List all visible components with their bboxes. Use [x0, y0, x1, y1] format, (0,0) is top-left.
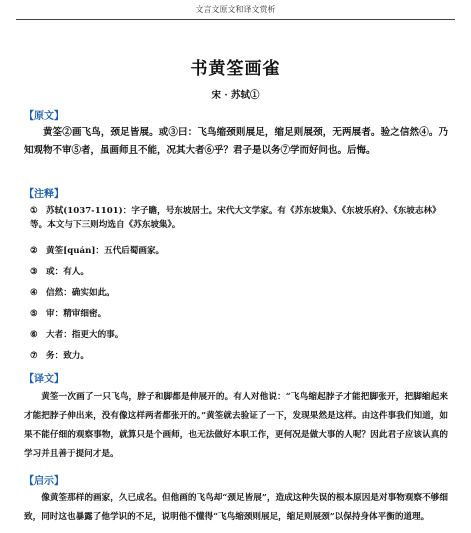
note-item	[30, 328, 450, 342]
note-text: 审：精审细密。	[46, 309, 107, 319]
note-number: ②	[30, 246, 38, 256]
translation-text: 黄筌一次画了一只飞鸟，脖子和脚都是伸展开的。有人对他说：“飞鸟缩起脖子才能把脚张开，把脚缩起来才能把脖子伸出来，没有像这样两者都张开的。”黄筌就去验证了一下，发现果然是这样。由这件事我们知道，如果不能仔细的观察事物，就算只是个画师，也无法做好本职工作，更何况是做大事的人呢？因此君子应该认真的学习并且善于提问才是。	[24, 392, 448, 459]
note-item	[30, 204, 450, 232]
original-text: 黄筌②画飞鸟，颈足皆展。或③曰：飞鸟缩颈则展足，缩足则展颈，无两展者。验之信然④。乃知观物不审⑤者，虽画师且不能，况其大者⑥乎？君子是以务⑦学而好问也。后悔。	[24, 127, 448, 156]
section-label-translation: 【译文】	[24, 374, 64, 385]
note-item	[30, 286, 450, 300]
note-number: ⑦	[30, 351, 38, 361]
section-label-original: 【原文】	[24, 111, 64, 122]
page-title: 书黄筌画雀	[190, 59, 281, 79]
note-text: 务：致力。	[46, 351, 89, 361]
note-text: 大者：指更大的事。	[46, 330, 124, 340]
section-label-inspiration: 【启示】	[24, 476, 64, 487]
note-text: 或：有人。	[46, 267, 89, 277]
page-header: 文言文原文和译文赏析	[195, 5, 276, 14]
note-text: 黄筌[quán]：五代后蜀画家。	[46, 246, 165, 256]
author-line: 宋 · 苏轼①	[211, 90, 260, 101]
note-item	[30, 307, 450, 321]
note-text: 信然：确实如此。	[46, 288, 115, 298]
note-number: ③	[30, 267, 38, 277]
note-number: ④	[30, 288, 38, 298]
inspiration-text: 像黄筌那样的画家，久已成名。但他画的飞鸟却“颈足皆展”，造成这种失误的根本原因是对事物观察不够细致，同时这也暴露了他学识的不足，说明他不懂得“飞鸟缩颈则展足，缩足则展颈”以保持身体平衡的道理。	[24, 493, 448, 522]
section-label-notes: 【注释】	[24, 189, 64, 200]
note-item	[30, 244, 450, 258]
note-text: 苏轼(1037-1101)：字子瞻，号东坡居士。宋代大文学家。有《苏东坡集》、《东坡乐府》、《东坡志林》等。本文与下三则均选自《苏东坡集》。	[30, 206, 441, 230]
note-number: ⑤	[30, 309, 38, 319]
note-item	[30, 265, 450, 279]
header-divider	[16, 19, 455, 20]
note-number: ⑥	[30, 330, 38, 340]
note-number: ①	[30, 206, 38, 216]
note-item	[30, 349, 450, 363]
